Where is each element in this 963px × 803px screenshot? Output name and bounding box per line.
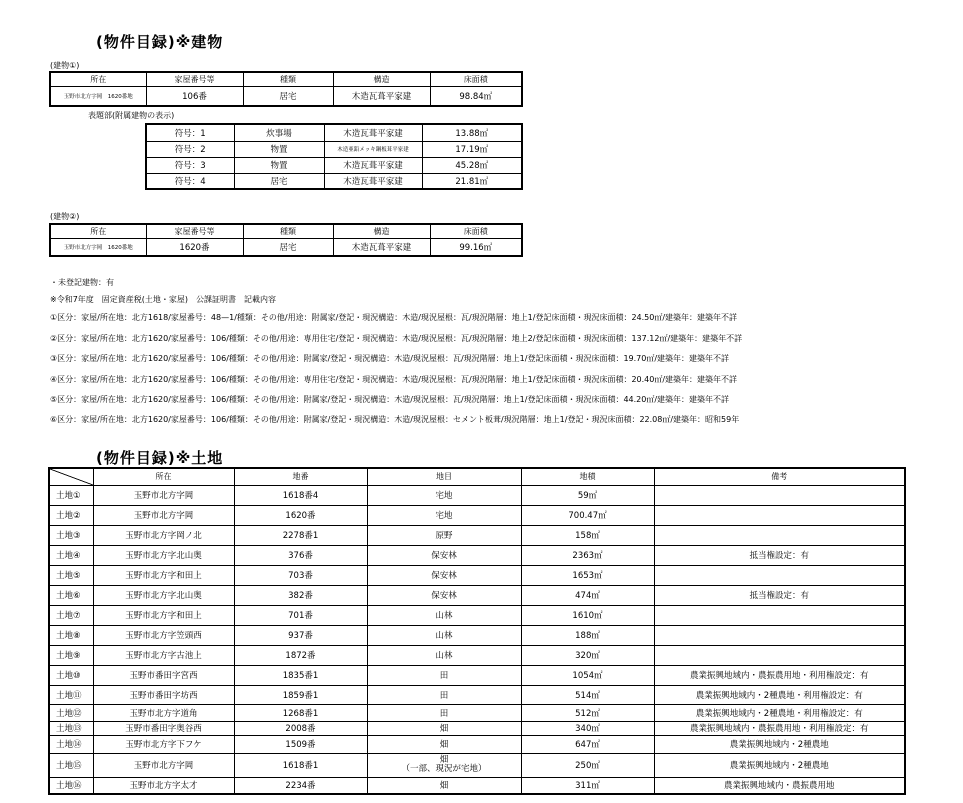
lot-number-cell: 2234番	[234, 777, 367, 794]
lot-number-cell: 701番	[234, 605, 367, 625]
table-row	[49, 704, 905, 721]
header-cell: 地積	[521, 468, 654, 485]
table-row	[49, 505, 905, 525]
land-category-cell: 保安林	[367, 565, 521, 585]
area-cell: 311㎡	[521, 777, 654, 794]
annex-structure-cell: 木造瓦葺平家建	[324, 124, 422, 141]
annex-type-cell: 居宅	[234, 173, 324, 189]
area-cell: 474㎡	[521, 585, 654, 605]
tax-item: ⑤区分：家屋/所在地：北方1620/家屋番号：106/種類：その他/用途：附属家/登記・現況構造：木造/現況屋根：瓦/現況階層：地上1/登記床面積・現況床面積：44.20㎡/建築年：建築年不詳	[50, 395, 730, 404]
header-cell: 所在	[50, 224, 146, 238]
floor-area-cell: 98.84㎡	[430, 86, 522, 106]
table-header-row	[49, 468, 905, 485]
area-cell: 1054㎡	[521, 665, 654, 685]
area-cell: 512㎡	[521, 704, 654, 721]
table-row	[49, 565, 905, 585]
land-id-cell: 土地⑨	[49, 645, 93, 665]
header-cell: 家屋番号等	[146, 224, 243, 238]
land-id-cell: 土地⑩	[49, 665, 93, 685]
lot-number-cell: 1859番1	[234, 685, 367, 704]
remarks-cell: 農業振興地域内・2種農地	[654, 735, 905, 753]
location-cell: 玉野市北方字和田上	[93, 565, 234, 585]
header-cell: 備考	[654, 468, 905, 485]
lot-number-cell: 937番	[234, 625, 367, 645]
annex-area-cell: 21.81㎡	[422, 173, 522, 189]
land-id-cell: 土地②	[49, 505, 93, 525]
table-row	[49, 525, 905, 545]
remarks-cell: 農業振興地域内・農振農用地・利用権設定：有	[654, 721, 905, 735]
tax-item: ④区分：家屋/所在地：北方1620/家屋番号：106/種類：その他/用途：専用住宅/登記・現況構造：木造/現況屋根：瓦/現況階層：地上1/登記床面積・現況床面積：20.40㎡/建築年：建築年不詳	[50, 375, 738, 384]
annex-code-cell: 符号：4	[146, 173, 234, 189]
location-cell: 玉野市北方字岡	[93, 753, 234, 777]
remarks-cell: 農業振興地域内・2種農地・利用権設定：有	[654, 704, 905, 721]
house-number-cell: 106番	[146, 86, 243, 106]
land-category-cell: 畑	[367, 777, 521, 794]
land-id-cell: 土地⑯	[49, 777, 93, 794]
annex-area-cell: 17.19㎡	[422, 141, 522, 157]
area-cell: 158㎡	[521, 525, 654, 545]
remarks-cell	[654, 625, 905, 645]
land-category-cell: 畑	[367, 721, 521, 735]
remarks-cell: 農業振興地域内・2種農地・利用権設定：有	[654, 685, 905, 704]
location-cell: 玉野市北方字笠頭西	[93, 625, 234, 645]
land-category-cell: 保安林	[367, 585, 521, 605]
location-cell: 玉野市番田字奥谷西	[93, 721, 234, 735]
annex-area-cell: 13.88㎡	[422, 124, 522, 141]
table-row	[49, 665, 905, 685]
area-cell: 514㎡	[521, 685, 654, 704]
land-id-cell: 土地⑭	[49, 735, 93, 753]
annex-code-cell: 符号：3	[146, 157, 234, 173]
table-row	[49, 585, 905, 605]
table-row	[49, 545, 905, 565]
land-id-cell: 土地⑪	[49, 685, 93, 704]
location-cell: 玉野市北方字和田上	[93, 605, 234, 625]
header-cell: 種類	[243, 72, 333, 86]
land-id-cell: 土地⑦	[49, 605, 93, 625]
land-id-cell: 土地①	[49, 485, 93, 505]
building2-table	[49, 223, 523, 257]
land-category-subnote: （一部、現況が宅地）	[401, 764, 487, 774]
lot-number-cell: 2008番	[234, 721, 367, 735]
land-category-cell: 山林	[367, 605, 521, 625]
annex-type-cell: 物置	[234, 141, 324, 157]
building1-label: (建物①)	[50, 61, 80, 70]
area-cell: 1610㎡	[521, 605, 654, 625]
header-cell: 種類	[243, 224, 333, 238]
lot-number-cell: 2278番1	[234, 525, 367, 545]
annex-type-cell: 炊事場	[234, 124, 324, 141]
annex-structure-cell: 木造亜鉛メッキ鋼板葺平家建	[324, 141, 422, 157]
lot-number-cell: 382番	[234, 585, 367, 605]
land-id-cell: 土地⑤	[49, 565, 93, 585]
remarks-cell	[654, 485, 905, 505]
tax-item: ②区分：家屋/所在地：北方1620/家屋番号：106/種類：その他/用途：専用住宅/登記・現況構造：木造/現況屋根：瓦/現況階層：地上2/登記床面積・現況床面積：137.12㎡/建築年：建築年不詳	[50, 334, 743, 343]
remarks-cell	[654, 505, 905, 525]
land-table	[48, 467, 906, 795]
floor-area-cell: 99.16㎡	[430, 238, 522, 256]
land-category-cell: 原野	[367, 525, 521, 545]
location-cell: 玉野市北方字岡 1620番地	[50, 86, 146, 106]
annex-label: 表題部(附属建物の表示)	[88, 111, 175, 120]
tax-item: ⑥区分：家屋/所在地：北方1620/家屋番号：106/種類：その他/用途：附属家/登記・現況構造：木造/現況屋根：セメント板葺/現況階層：地上1/登記・現況床面積：22.08㎡/建築年：昭和59年	[50, 415, 740, 424]
table-row	[49, 721, 905, 735]
location-cell: 玉野市北方字北山奥	[93, 585, 234, 605]
building1-table	[49, 71, 523, 107]
lot-number-cell: 703番	[234, 565, 367, 585]
area-cell: 340㎡	[521, 721, 654, 735]
location-cell: 玉野市北方字岡	[93, 505, 234, 525]
remarks-cell	[654, 605, 905, 625]
unregistered-note: ・未登記建物：有	[50, 278, 114, 287]
lot-number-cell: 1618番4	[234, 485, 367, 505]
location-cell: 玉野市北方字岡 1620番地	[50, 238, 146, 256]
annex-structure-cell: 木造瓦葺平家建	[324, 173, 422, 189]
type-cell: 居宅	[243, 86, 333, 106]
location-cell: 玉野市北方字岡ノ北	[93, 525, 234, 545]
remarks-cell	[654, 565, 905, 585]
lot-number-cell: 1618番1	[234, 753, 367, 777]
area-cell: 2363㎡	[521, 545, 654, 565]
land-category-cell	[367, 753, 521, 777]
remarks-cell: 抵当権設定：有	[654, 585, 905, 605]
location-cell: 玉野市北方字太才	[93, 777, 234, 794]
lot-number-cell: 1509番	[234, 735, 367, 753]
tax-cert-note: ※令和7年度 固定資産税(土地・家屋) 公課証明書 記載内容	[50, 295, 277, 304]
land-category-cell: 畑	[367, 735, 521, 753]
location-cell: 玉野市北方字下フケ	[93, 735, 234, 753]
area-cell: 250㎡	[521, 753, 654, 777]
land-id-cell: 土地⑫	[49, 704, 93, 721]
annex-code-cell: 符号：2	[146, 141, 234, 157]
area-cell: 188㎡	[521, 625, 654, 645]
structure-cell: 木造瓦葺平家建	[333, 86, 430, 106]
area-cell: 320㎡	[521, 645, 654, 665]
table-row	[49, 753, 905, 777]
land-category-cell: 山林	[367, 645, 521, 665]
remarks-cell	[654, 525, 905, 545]
building-section-title: (物件目録)※建物	[96, 33, 224, 51]
header-cell: 家屋番号等	[146, 72, 243, 86]
table-row	[49, 735, 905, 753]
location-cell: 玉野市番田字宮西	[93, 665, 234, 685]
land-category-text: 畑	[439, 755, 449, 765]
header-cell: 所在	[93, 468, 234, 485]
land-category-cell: 宅地	[367, 505, 521, 525]
land-section-title: (物件目録)※土地	[96, 449, 224, 467]
header-cell: 地番	[234, 468, 367, 485]
header-cell: 構造	[333, 72, 430, 86]
annex-type-cell: 物置	[234, 157, 324, 173]
table-row	[49, 625, 905, 645]
land-id-cell: 土地④	[49, 545, 93, 565]
remarks-cell: 抵当権設定：有	[654, 545, 905, 565]
land-id-cell: 土地⑥	[49, 585, 93, 605]
header-cell: 床面積	[430, 72, 522, 86]
remarks-cell	[654, 645, 905, 665]
remarks-cell: 農業振興地域内・農振農用地	[654, 777, 905, 794]
land-id-cell: 土地⑮	[49, 753, 93, 777]
remarks-cell: 農業振興地域内・農振農用地・利用権設定：有	[654, 665, 905, 685]
land-category-cell: 田	[367, 685, 521, 704]
location-cell: 玉野市北方字北山奥	[93, 545, 234, 565]
header-cell: 床面積	[430, 224, 522, 238]
annex-structure-cell: 木造瓦葺平家建	[324, 157, 422, 173]
land-id-cell: 土地③	[49, 525, 93, 545]
header-cell: 所在	[50, 72, 146, 86]
location-cell: 玉野市北方字岡	[93, 485, 234, 505]
table-row	[49, 605, 905, 625]
annex-code-cell: 符号：1	[146, 124, 234, 141]
annex-area-cell: 45.28㎡	[422, 157, 522, 173]
structure-cell: 木造瓦葺平家建	[333, 238, 430, 256]
location-cell: 玉野市北方字古池上	[93, 645, 234, 665]
header-cell: 構造	[333, 224, 430, 238]
corner-cell	[49, 468, 93, 485]
land-id-cell: 土地⑧	[49, 625, 93, 645]
lot-number-cell: 1620番	[234, 505, 367, 525]
type-cell: 居宅	[243, 238, 333, 256]
table-row	[49, 485, 905, 505]
land-category-cell: 田	[367, 665, 521, 685]
remarks-cell: 農業振興地域内・2種農地	[654, 753, 905, 777]
area-cell: 59㎡	[521, 485, 654, 505]
land-category-cell: 宅地	[367, 485, 521, 505]
tax-item: ③区分：家屋/所在地：北方1620/家屋番号：106/種類：その他/用途：附属家/登記・現況構造：木造/現況屋根：瓦/現況階層：地上1/登記床面積・現況床面積：19.70㎡/建築年：建築年不詳	[50, 354, 730, 363]
house-number-cell: 1620番	[146, 238, 243, 256]
header-cell: 地目	[367, 468, 521, 485]
location-cell: 玉野市北方字道角	[93, 704, 234, 721]
lot-number-cell: 1835番1	[234, 665, 367, 685]
table-row	[49, 645, 905, 665]
tax-item: ①区分：家屋/所在地：北方1618/家屋番号：48—1/種類：その他/用途：附属家/登記・現況構造：木造/現況屋根：瓦/現況階層：地上1/登記床面積・現況床面積：24.50㎡/建築年：建築年不詳	[50, 313, 738, 322]
area-cell: 1653㎡	[521, 565, 654, 585]
location-cell: 玉野市番田字坊西	[93, 685, 234, 704]
annex-table	[145, 123, 523, 190]
land-id-cell: 土地⑬	[49, 721, 93, 735]
lot-number-cell: 1268番1	[234, 704, 367, 721]
building2-label: (建物②)	[50, 212, 80, 221]
lot-number-cell: 376番	[234, 545, 367, 565]
area-cell: 647㎡	[521, 735, 654, 753]
area-cell: 700.47㎡	[521, 505, 654, 525]
land-category-cell: 田	[367, 704, 521, 721]
lot-number-cell: 1872番	[234, 645, 367, 665]
table-row	[49, 685, 905, 704]
land-category-cell: 保安林	[367, 545, 521, 565]
land-category-cell: 山林	[367, 625, 521, 645]
table-row	[49, 777, 905, 794]
